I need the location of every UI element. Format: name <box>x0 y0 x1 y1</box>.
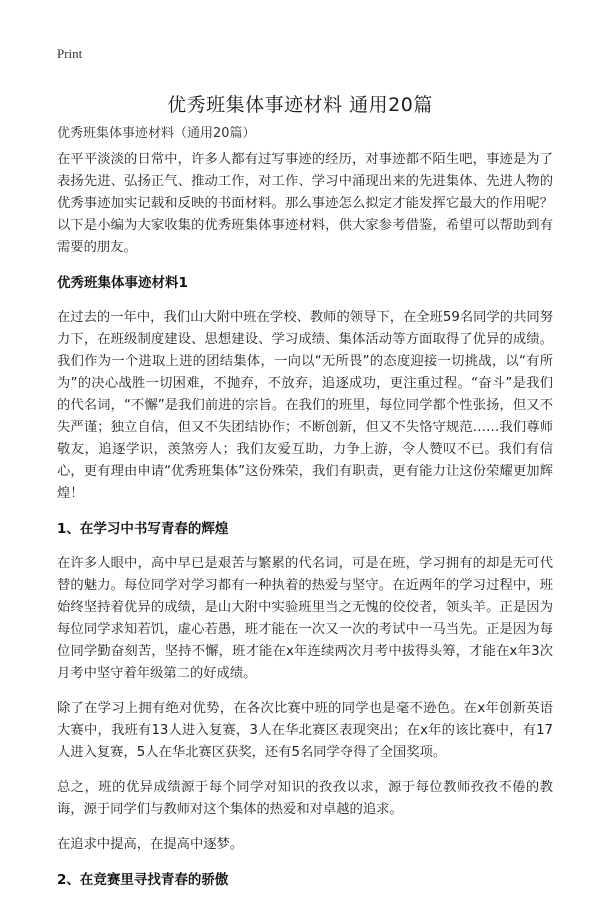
section-2-paragraph-3: 总之，班的优异成绩源于每个同学对知识的孜孜以求，源于每位教师孜孜不倦的教诲，源于同学们与教师对这个集体的热爱和对卓越的追求。 <box>57 780 553 817</box>
section-2-paragraph-2: 除了在学习上拥有绝对优势，在各次比赛中班的同学也是毫不逊色。在x年创新英语大赛中，我班有13人进入复赛，3人在华北赛区表现突出；在x年的该比赛中，有17人进入复赛，5人在华北赛区获奖，还有5名同学夺得了全国奖项。 <box>57 701 553 760</box>
section-heading-3: 2、在竞赛里寻找青春的骄傲 <box>57 872 229 888</box>
document-title: 优秀班集体事迹材料 通用20篇 <box>167 93 433 116</box>
intro-paragraph: 在平平淡淡的日常中，许多人都有过写事迹的经历，对事迹都不陌生吧，事迹是为了表扬先进、弘扬正气、推动工作，对工作、学习中涌现出来的先进集体、先进人物的优秀事迹加实记载和反映的书面材料。那么事迹怎么拟定才能发挥它最大的作用呢？以下是小编为大家收集的优秀班集体事迹材料，供大家参考借鉴，希望可以帮助到有需要的朋友。 <box>57 152 553 255</box>
document-subtitle: 优秀班集体事迹材料（通用20篇） <box>57 126 256 141</box>
section-2-paragraph-1: 在许多人眼中，高中早已是艰苦与繁累的代名词，可是在班，学习拥有的却是无可代替的魅力。每位同学对学习都有一种执着的热爱与坚守。在近两年的学习过程中，班始终坚持着优异的成绩，是山大附中实验班里当之无愧的佼佼者，领头羊。正是因为每位同学求知若饥，虚心若愚，班才能在一次又一次的考试中一马当先。正是因为每位同学勤奋刻苦，坚持不懈，班才能在x年连续两次月考中拔得头筹，才能在x年3次月考中坚守着年级第二的好成绩。 <box>57 556 553 681</box>
print-label[interactable]: Print <box>57 46 83 61</box>
section-heading-2: 1、在学习中书写青春的辉煌 <box>57 521 229 537</box>
section-2-paragraph-4: 在追求中提高，在提高中逐梦。 <box>57 837 244 852</box>
document-body <box>57 149 553 904</box>
section-1-paragraph: 在过去的一年中，我们山大附中班在学校、教师的领导下，在全班59名同学的共同努力下，在班级制度建设、思想建设、学习成绩、集体活动等方面取得了优异的成绩。我们作为一个进取上进的团结集体，一向以“无所畏”的态度迎接一切挑战，以“有所为”的决心战胜一切困难，不抛弃，不放弃，追逐成功，更注重过程。“奋斗”是我们的代名词，“不懈”是我们前进的宗旨。在我们的班里，每位同学都个性张扬，但又不失严谨；独立自信，但又不失团结协作；不断创新，但又不失恪守规范……我们尊师敬友，追逐学识，羡煞旁人；我们友爱互助，力争上游，令人赞叹不已。我们有信心，更有理由申请“优秀班集体”这份殊荣，我们有职责，更有能力让这份荣耀更加辉煌！ <box>57 310 553 501</box>
section-heading-1: 优秀班集体事迹材料1 <box>57 275 188 291</box>
